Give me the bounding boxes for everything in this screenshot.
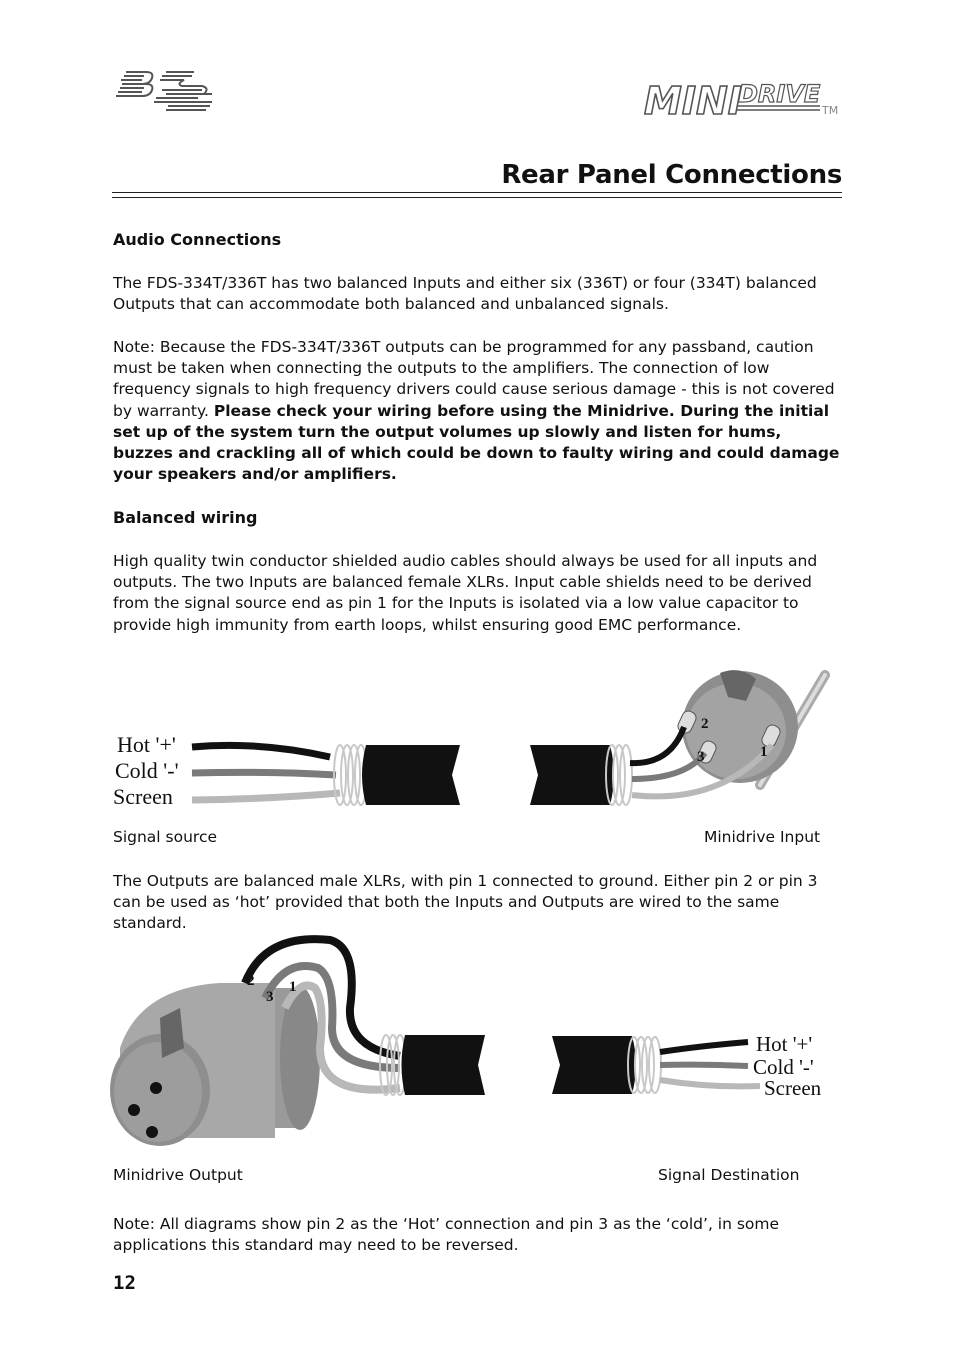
xlr-male-connector xyxy=(110,939,485,1146)
pin-standard-note: Note: All diagrams show pin 2 as the ‘Hot’ connection and pin 3 as the ‘cold’, in some applications this standard may need to be reversed. xyxy=(113,1215,780,1255)
logo-drive-text: DRIVE xyxy=(738,80,821,108)
page-title: Rear Panel Connections xyxy=(501,160,842,190)
balanced-para-1: High quality twin conductor shielded audio cables should always be used for all inputs and outputs. The two Inputs are balanced female XLRs. Input cable shields need to be derived from the signal source end as pin 1 for the Inputs is isolated via a low value capacitor to provide high immunity from earth loops, whilst ensuring good EMC performance. xyxy=(113,552,818,634)
output-pin-3: 3 xyxy=(266,989,274,1005)
bss-logo xyxy=(112,68,216,116)
xlr-female-connector xyxy=(530,670,825,805)
audio-warning-text: Please check your wiring before using the Minidrive. During the initial set up of the system turn the output volumes up slowly and listen for hums, buzzes and crackling all of which could be down to faulty wiring and could damage your speakers and/or amplifiers. xyxy=(113,401,840,484)
output-wiring-diagram xyxy=(100,928,850,1158)
logo-mini-text: MINI xyxy=(644,79,742,120)
output-pin-2: 2 xyxy=(247,973,255,989)
signal-destination-cable xyxy=(552,1036,760,1094)
title-rule-top xyxy=(112,192,842,193)
caption-signal-source: Signal source xyxy=(113,828,218,846)
dest-screen-label: Screen xyxy=(764,1076,822,1100)
balanced-wiring-heading: Balanced wiring xyxy=(113,508,258,527)
output-pin-1: 1 xyxy=(289,979,297,995)
caption-minidrive-output: Minidrive Output xyxy=(113,1166,243,1184)
audio-para-1: The FDS-334T/336T has two balanced Inputs and either six (336T) or four (334T) balanced Outputs that can accommodate both balanced and unbalanced signals. xyxy=(113,274,817,314)
caption-signal-destination: Signal Destination xyxy=(658,1166,800,1184)
caption-minidrive-input: Minidrive Input xyxy=(704,828,821,846)
audio-connections-heading: Audio Connections xyxy=(113,230,282,249)
source-cold-label: Cold '-' xyxy=(115,758,179,783)
input-pin-3: 3 xyxy=(697,749,705,765)
input-pin-1: 1 xyxy=(760,744,768,760)
audio-para-2 xyxy=(113,337,843,485)
balanced-para-2: The Outputs are balanced male XLRs, with pin 1 connected to ground. Either pin 2 or pin 3 can be used as ‘hot’ provided that both the Inputs and Outputs are wired to the same standard. xyxy=(113,872,818,933)
dest-cold-label: Cold '-' xyxy=(753,1055,814,1079)
logo-tm-text: TM xyxy=(822,104,839,117)
source-hot-label: Hot '+' xyxy=(117,732,176,757)
minidrive-logo xyxy=(644,76,844,120)
page-number: 12 xyxy=(113,1272,136,1294)
dest-hot-label: Hot '+' xyxy=(756,1032,813,1056)
audio-note-text: Note: Because the FDS-334T/336T outputs can be programmed for any passband, caution must be taken when connecting the outputs to the amplifiers. The connection of low frequency signals to high frequency drivers could cause serious damage - this is not covered by warranty. xyxy=(113,338,835,420)
source-screen-label: Screen xyxy=(113,784,173,809)
signal-source-cable xyxy=(192,745,460,805)
input-pin-2: 2 xyxy=(701,716,709,732)
title-rule-bottom xyxy=(112,197,842,198)
input-wiring-diagram xyxy=(100,655,850,820)
